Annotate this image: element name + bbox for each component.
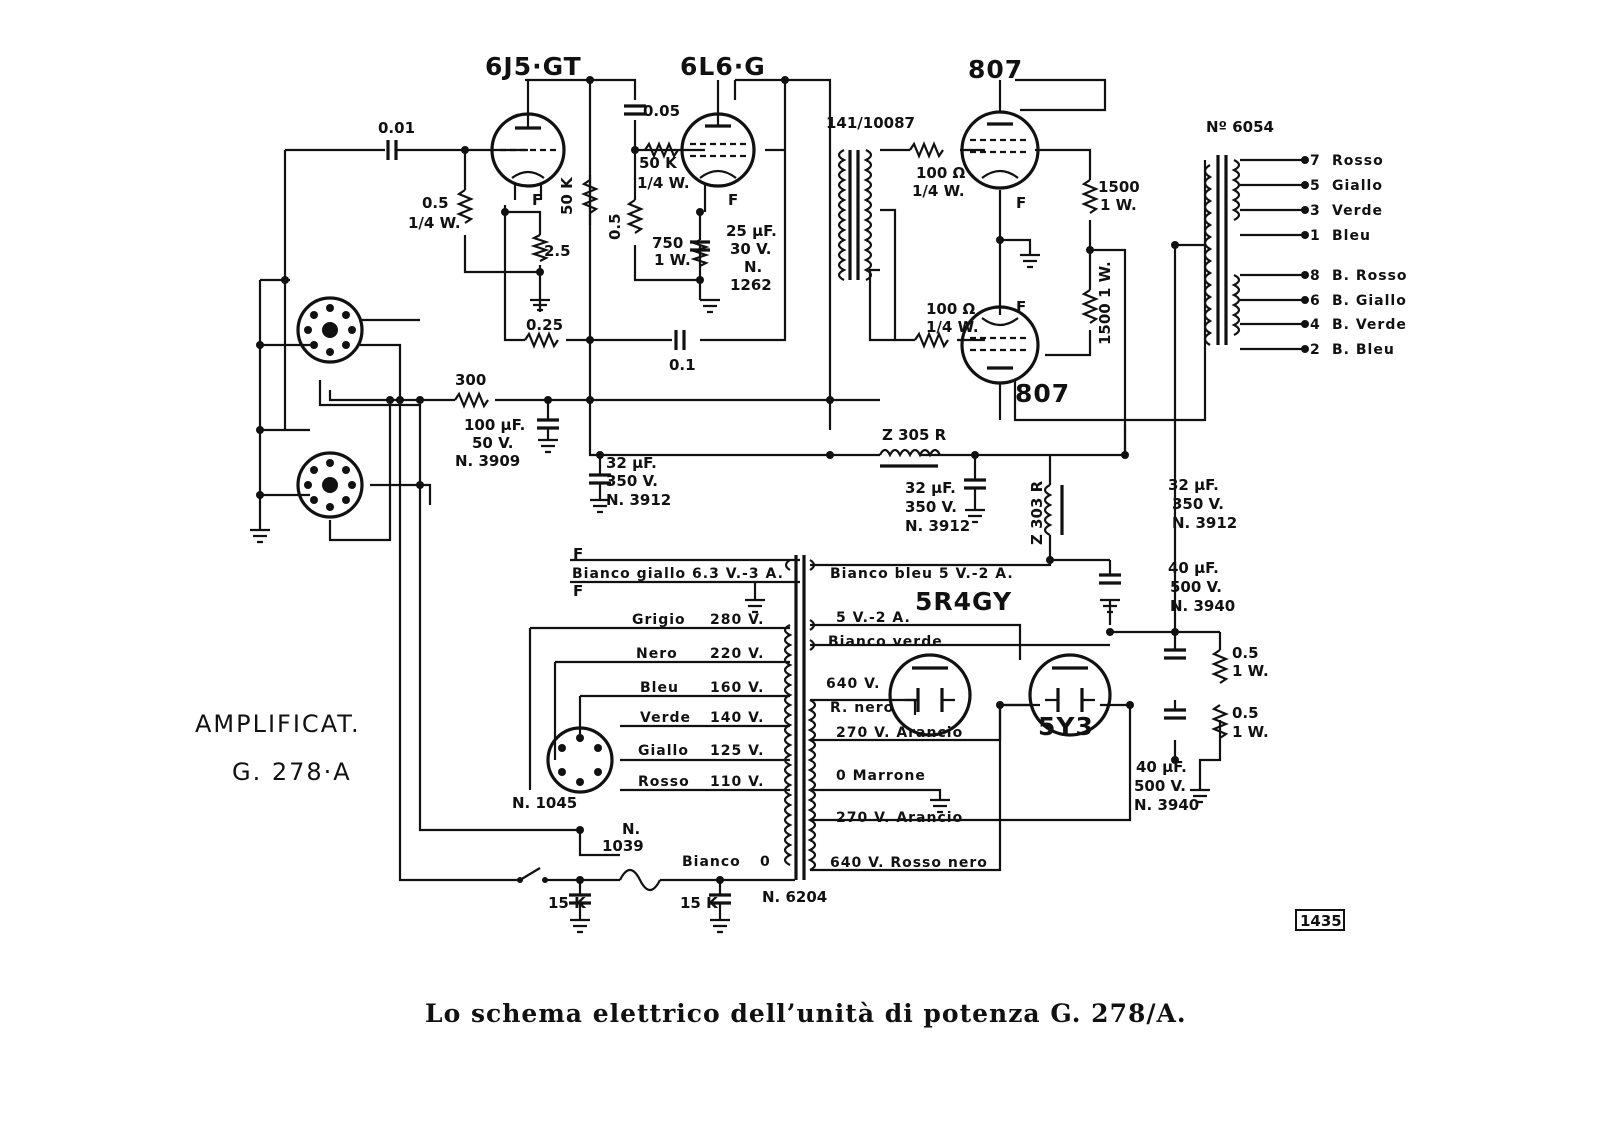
label-r-05a: 0.5 <box>1232 644 1259 662</box>
label-c-40a-n: N. 3940 <box>1170 597 1236 615</box>
primary-color: Verde <box>640 710 691 726</box>
label-c-100-v: 50 V. <box>472 434 514 452</box>
output-color: Rosso <box>1332 153 1384 169</box>
primary-volt: 160 V. <box>710 680 765 696</box>
tube-label-807-top: 807 <box>968 55 1024 84</box>
output-color: B. Giallo <box>1332 293 1407 309</box>
output-color: B. Rosso <box>1332 268 1408 284</box>
label-f-preamp: F <box>532 191 543 209</box>
label-c-100: 100 μF. <box>464 416 526 434</box>
output-pin: 5 <box>1310 178 1321 194</box>
label-c-32c: 32 μF. <box>1168 476 1219 494</box>
label-r-05a-w: 1 W. <box>1232 662 1269 680</box>
output-color: Verde <box>1332 203 1383 219</box>
power-transformer <box>785 555 815 880</box>
output-color: Bleu <box>1332 228 1371 244</box>
label-fuse-num: 1039 <box>602 837 644 855</box>
label-c-32c-n: N. 3912 <box>1172 514 1238 532</box>
secondary-label: R. nero <box>830 700 895 716</box>
output-pin: 4 <box>1310 317 1321 333</box>
primary-volt: 140 V. <box>710 710 765 726</box>
label-r-750: 750 <box>652 234 684 252</box>
label-r-1500-w: 1 W. <box>1100 196 1137 214</box>
output-lead-labels <box>1310 153 1408 358</box>
primary-volt: 220 V. <box>710 646 765 662</box>
label-r-750-w: 1 W. <box>654 251 691 269</box>
input-socket-upper <box>298 298 362 362</box>
output-pin: 1 <box>1310 228 1321 244</box>
title-block <box>195 710 361 786</box>
wiring <box>260 80 1220 895</box>
choke-z303r <box>1045 485 1062 535</box>
input-socket-lower <box>298 453 362 517</box>
label-r-05b-w: 1 W. <box>1232 723 1269 741</box>
label-f-807-top: F <box>1016 194 1027 212</box>
label-f-807-bottom: F <box>1016 298 1027 316</box>
label-c-25-n: N. <box>744 258 763 276</box>
label-choke-z303r: Z 303 R <box>1028 480 1046 545</box>
label-c-32a-n: N. 3912 <box>606 491 672 509</box>
secondary-label: Bianco bleu 5 V.-2 A. <box>830 566 1014 582</box>
driver-transformer <box>839 150 871 280</box>
label-c-100-n: N. 3909 <box>455 452 521 470</box>
voltage-selector-socket <box>548 728 612 792</box>
output-color: Giallo <box>1332 178 1383 194</box>
primary-winding-labels <box>572 566 784 870</box>
label-c-40b: 40 μF. <box>1136 758 1187 776</box>
label-c-25: 25 μF. <box>726 222 777 240</box>
primary-volt: 280 V. <box>710 612 765 628</box>
output-color: B. Bleu <box>1332 342 1395 358</box>
choke-z305r <box>880 450 940 466</box>
label-c-40b-v: 500 V. <box>1134 777 1186 795</box>
output-leads <box>1240 156 1309 353</box>
label-c-25-num: 1262 <box>730 276 772 294</box>
label-r-1500: 1500 <box>1098 178 1140 196</box>
label-c-32b-n: N. 3912 <box>905 517 971 535</box>
label-r-100-top: 100 Ω <box>916 164 966 182</box>
ground-symbols <box>250 255 1210 932</box>
primary-color: Grigio <box>632 612 686 628</box>
label-socket: N. 1045 <box>512 794 578 812</box>
label-r-cath: 2.5 <box>544 242 571 260</box>
junction-dots <box>256 76 1179 884</box>
tube-label-6l6: 6L6·G <box>680 52 766 81</box>
label-r-05b: 0.5 <box>1232 704 1259 722</box>
label-r-1500b: 1500 1 W. <box>1096 261 1114 345</box>
label-r-50k: 50 K <box>639 154 677 172</box>
label-driver-transformer: 141/10087 <box>826 114 915 132</box>
tube-label-5r4gy: 5R4GY <box>915 587 1013 616</box>
secondary-label: 0 Marrone <box>836 768 926 784</box>
output-pin: 3 <box>1310 203 1321 219</box>
primary-color: Giallo <box>638 743 689 759</box>
label-r-100-bot: 100 Ω <box>926 300 976 318</box>
label-f-top: F <box>573 545 584 563</box>
output-transformer <box>1205 155 1239 345</box>
secondary-label: 640 V. <box>826 676 881 692</box>
primary-color: Bianco <box>682 854 741 870</box>
label-c-32a-v: 350 V. <box>606 472 658 490</box>
label-r-100-bot-w: 1/4 W. <box>926 318 979 336</box>
secondary-label: 5 V.-2 A. <box>836 610 911 626</box>
label-r-100-top-w: 1/4 W. <box>912 182 965 200</box>
output-pin: 2 <box>1310 342 1321 358</box>
primary-heater-label: Bianco giallo 6.3 V.-3 A. <box>572 566 784 582</box>
tube-6j5 <box>492 80 564 200</box>
label-f-bot: F <box>573 582 584 600</box>
tube-labels <box>485 52 1094 741</box>
reference-box <box>1296 910 1344 930</box>
secondary-label: 270 V. Arancio <box>836 810 964 826</box>
label-c-15k-a: 15 K <box>548 894 586 912</box>
tube-label-6j5: 6J5·GT <box>485 52 582 81</box>
label-c-32b: 32 μF. <box>905 479 956 497</box>
output-pin: 8 <box>1310 268 1321 284</box>
tube-label-5y3: 5Y3 <box>1038 712 1094 741</box>
label-power-transformer: N. 6204 <box>762 888 828 906</box>
primary-color: Rosso <box>638 774 690 790</box>
label-r-50k-w: 1/4 W. <box>637 174 690 192</box>
label-c-input: 0.01 <box>378 119 416 137</box>
label-fuse: N. <box>622 820 641 838</box>
output-pin: 6 <box>1310 293 1321 309</box>
primary-color: Nero <box>636 646 678 662</box>
secondary-label: 640 V. Rosso nero <box>830 855 988 871</box>
label-r-05: 0.5 <box>606 213 624 240</box>
tube-6l6 <box>682 80 754 212</box>
title-line-1: AMPLIFICAT. <box>195 710 361 738</box>
label-r-025: 0.25 <box>526 316 564 334</box>
secondary-label: 270 V. Arancio <box>836 725 964 741</box>
label-r-plate: 50 K <box>558 177 576 215</box>
label-c-01: 0.1 <box>669 356 696 374</box>
label-f-driver: F <box>728 191 739 209</box>
label-c-40b-n: N. 3940 <box>1134 796 1200 814</box>
title-line-2: G. 278·A <box>232 758 352 786</box>
tube-5r4gy <box>890 655 970 735</box>
output-color: B. Verde <box>1332 317 1407 333</box>
label-c-coupling: 0.05 <box>643 102 681 120</box>
primary-volt: 125 V. <box>710 743 765 759</box>
reference-number: 1435 <box>1300 912 1342 930</box>
label-c-15k-b: 15 K <box>680 894 718 912</box>
label-r-300: 300 <box>455 371 487 389</box>
label-r-grid-w: 1/4 W. <box>408 214 461 232</box>
output-pin: 7 <box>1310 153 1321 169</box>
tube-label-807-bottom: 807 <box>1015 379 1071 408</box>
primary-volt: 110 V. <box>710 774 765 790</box>
figure-caption: Lo schema elettrico dell’unità di potenza G. 278/A. <box>425 999 1187 1028</box>
label-c-25-v: 30 V. <box>730 240 772 258</box>
label-c-32c-v: 350 V. <box>1172 495 1224 513</box>
primary-volt: 0 <box>760 854 771 870</box>
label-c-40a: 40 μF. <box>1168 559 1219 577</box>
tube-807-top <box>962 80 1038 188</box>
secondary-label: Bianco verde <box>828 634 943 650</box>
label-output-transformer: Nº 6054 <box>1206 118 1274 136</box>
primary-color: Bleu <box>640 680 679 696</box>
label-c-40a-v: 500 V. <box>1170 578 1222 596</box>
label-r-grid: 0.5 <box>422 194 449 212</box>
label-choke-z305r: Z 305 R <box>882 426 947 444</box>
label-c-32b-v: 350 V. <box>905 498 957 516</box>
label-c-32a: 32 μF. <box>606 454 657 472</box>
